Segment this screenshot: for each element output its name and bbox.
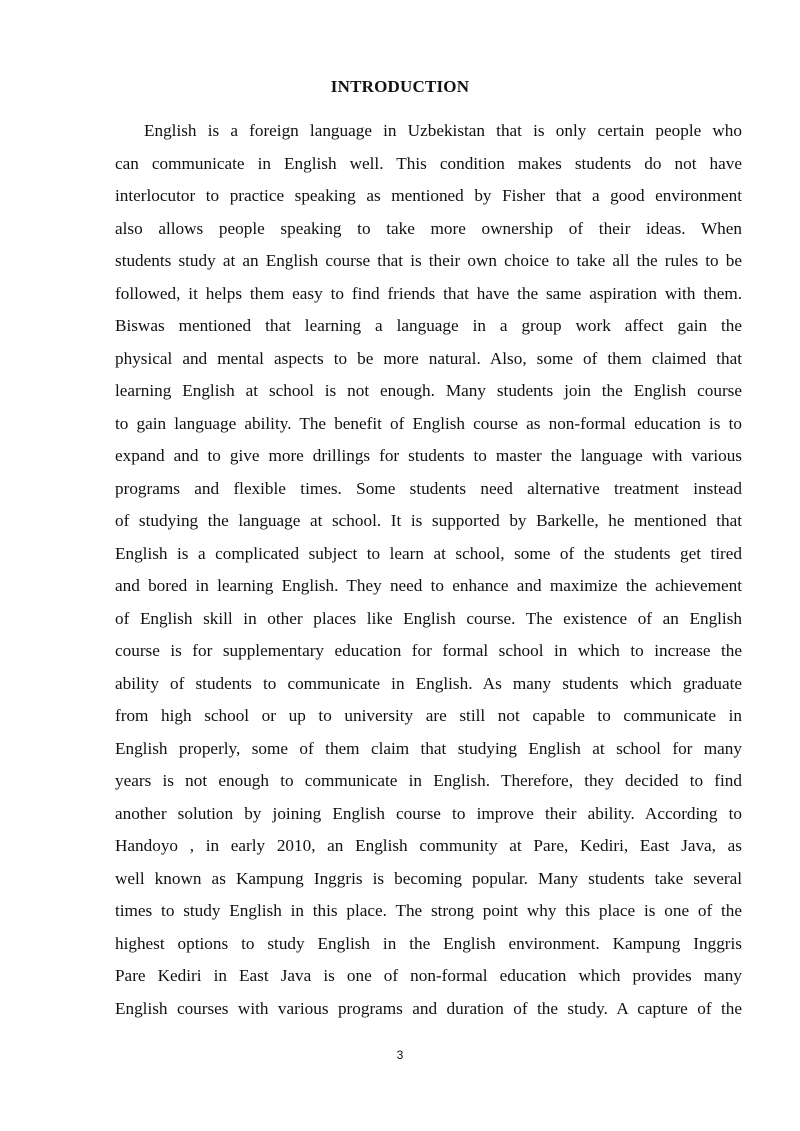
paragraph-line: learning English at school is not enough. Many students join the English course xyxy=(115,381,742,400)
page-number: 3 xyxy=(396,1048,404,1062)
paragraph-line: expand and to give more drillings for students to master the language with various xyxy=(115,446,742,465)
paragraph-line: Pare Kediri in East Java is one of non-formal education which provides many xyxy=(115,966,742,985)
paragraph-line: of English skill in other places like English course. The existence of an English xyxy=(115,608,742,628)
paragraph-line: to gain language ability. The benefit of English course as non-formal education is to xyxy=(115,413,742,433)
paragraph-line: also allows people speaking to take more ownership of their ideas. When xyxy=(115,218,742,238)
paragraph-line: highest options to study English in the English environment. Kampung Inggris xyxy=(115,933,742,953)
paragraph-line: years is not enough to communicate in English. Therefore, they decided to find xyxy=(115,771,742,790)
paragraph-line: times to study English in this place. The strong point why this place is one of the xyxy=(115,901,742,920)
paragraph-line: can communicate in English well. This condition makes students do not have xyxy=(115,153,742,173)
paragraph-line: students study at an English course that is their own choice to take all the rules to be xyxy=(115,251,742,270)
introduction-paragraph xyxy=(115,118,742,1028)
paragraph-line: well known as Kampung Inggris is becoming popular. Many students take several xyxy=(115,868,742,888)
paragraph-line: and bored in learning English. They need to enhance and maximize the achievement xyxy=(115,576,742,595)
paragraph-line: of studying the language at school. It is supported by Barkelle, he mentioned that xyxy=(115,511,742,530)
paragraph-line: programs and flexible times. Some students need alternative treatment instead xyxy=(115,478,742,498)
paragraph-line: English is a foreign language in Uzbekistan that is only certain people who xyxy=(144,121,742,140)
paragraph-line: English is a complicated subject to learn at school, some of the students get tired xyxy=(115,543,742,563)
paragraph-line: from high school or up to university are still not capable to communicate in xyxy=(115,706,742,725)
paragraph-line: Handoyo , in early 2010, an English community at Pare, Kediri, East Java, as xyxy=(115,836,742,855)
paragraph-line: interlocutor to practice speaking as mentioned by Fisher that a good environment xyxy=(115,186,742,205)
page-title: INTRODUCTION xyxy=(330,77,470,96)
paragraph-line: Biswas mentioned that learning a language in a group work affect gain the xyxy=(115,316,742,335)
paragraph-line: course is for supplementary education for formal school in which to increase the xyxy=(115,641,742,660)
paragraph-line: followed, it helps them easy to find friends that have the same aspiration with them. xyxy=(115,283,742,303)
paragraph-line: ability of students to communicate in English. As many students which graduate xyxy=(115,673,742,693)
paragraph-line: English courses with various programs and duration of the study. A capture of the xyxy=(115,998,742,1018)
paragraph-line: English properly, some of them claim that studying English at school for many xyxy=(115,738,742,758)
paragraph-line: another solution by joining English course to improve their ability. According to xyxy=(115,803,742,823)
paragraph-line: physical and mental aspects to be more natural. Also, some of them claimed that xyxy=(115,348,742,368)
